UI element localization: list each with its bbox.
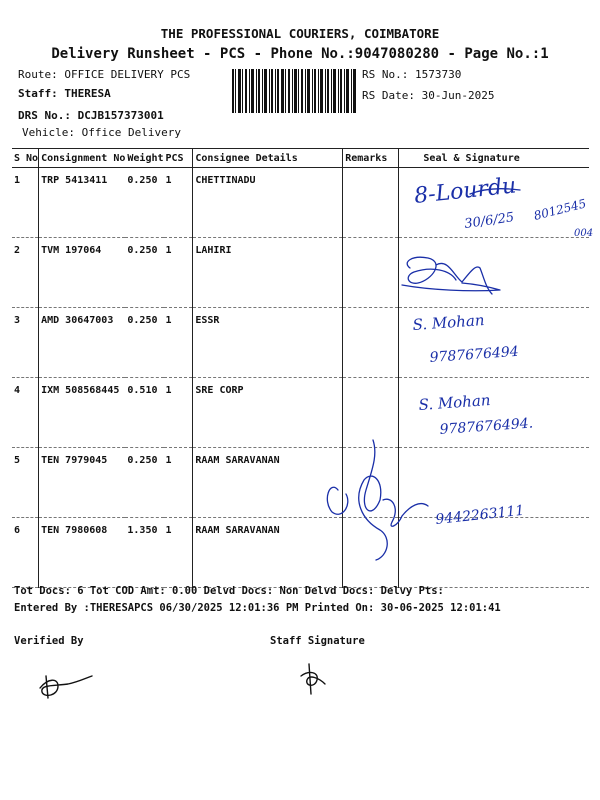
cell-sno: 4 <box>12 378 39 448</box>
rs-date: RS Date: 30-Jun-2025 <box>362 89 495 102</box>
cell-pcs: 1 <box>164 238 193 308</box>
cell-weight: 0.250 <box>125 238 163 308</box>
signature-row3 <box>412 311 519 366</box>
verified-by-label: Verified By <box>14 635 84 647</box>
cell-weight: 0.250 <box>125 308 163 378</box>
route-label: Route: OFFICE DELIVERY PCS <box>18 68 191 81</box>
cell-weight: 1.350 <box>125 518 163 588</box>
signature-row4 <box>418 391 534 438</box>
cell-sno: 6 <box>12 518 39 588</box>
cell-pcs: 1 <box>164 168 193 238</box>
totals-line: Tot Docs: 6 Tot COD Amt: 0.00 Delvd Docs: Non Delvd Docs: Delvy Pts: <box>14 585 444 597</box>
cell-weight: 0.510 <box>125 378 163 448</box>
svg-text:30/6/25: 30/6/25 <box>463 210 516 232</box>
cell-consignee: ESSR <box>193 308 343 378</box>
cell-sno: 1 <box>12 168 39 238</box>
svg-text:9787676494.: 9787676494. <box>439 415 534 438</box>
col-header-consignee: Consignee Details <box>193 149 343 168</box>
cell-weight: 0.250 <box>125 448 163 518</box>
staff-signature-mark <box>295 660 335 700</box>
signature-row5-6 <box>327 440 525 560</box>
cell-consignment: TEN 7979045 <box>39 448 126 518</box>
cell-consignment: TEN 7980608 <box>39 518 126 588</box>
svg-text:9442263111: 9442263111 <box>434 502 526 528</box>
cell-consignee: LAHIRI <box>193 238 343 308</box>
svg-text:S. Mohan: S. Mohan <box>412 311 486 334</box>
cell-sno: 3 <box>12 308 39 378</box>
runsheet-title: Delivery Runsheet - PCS - Phone No.:9047080280 - Page No.:1 <box>51 46 549 62</box>
signature-row2 <box>402 257 500 294</box>
svg-text:004: 004 <box>574 228 594 239</box>
col-header-seal-signature: Seal & Signature <box>399 149 589 168</box>
drs-number: DRS No.: DCJB157373001 <box>18 109 164 122</box>
staff-signature-label: Staff Signature <box>270 635 365 647</box>
col-header-weight: Weight <box>125 149 163 168</box>
cell-sno: 5 <box>12 448 39 518</box>
rs-number: RS No.: 1573730 <box>362 68 462 81</box>
cell-consignment: TVM 197064 <box>39 238 126 308</box>
cell-sno: 2 <box>12 238 39 308</box>
signature-row1 <box>413 173 593 239</box>
col-header-pcs: PCS <box>164 149 193 168</box>
svg-text:S. Mohan: S. Mohan <box>418 391 492 414</box>
cell-consignee: CHETTINADU <box>193 168 343 238</box>
company-name: THE PROFESSIONAL COURIERS, COIMBATORE <box>160 26 440 41</box>
staff-label: Staff: THERESA <box>18 87 111 100</box>
col-header-sno: S No <box>12 149 39 168</box>
verified-by-signature <box>34 668 104 708</box>
cell-consignee: SRE CORP <box>193 378 343 448</box>
cell-pcs: 1 <box>164 308 193 378</box>
col-header-remarks: Remarks <box>343 149 399 168</box>
cell-consignment: AMD 30647003 <box>39 308 126 378</box>
cell-consignee: RAAM SARAVANAN <box>193 518 343 588</box>
cell-consignment: IXM 508568445 <box>39 378 126 448</box>
cell-consignee: RAAM SARAVANAN <box>193 448 343 518</box>
cell-pcs: 1 <box>164 378 193 448</box>
svg-text:8-Lourdu: 8-Lourdu <box>413 173 518 209</box>
cell-pcs: 1 <box>164 518 193 588</box>
cell-pcs: 1 <box>164 448 193 518</box>
vehicle-label: Vehicle: Office Delivery <box>22 126 181 139</box>
col-header-consignment: Consignment No <box>39 149 126 168</box>
cell-consignment: TRP 5413411 <box>39 168 126 238</box>
entered-printed-line: Entered By :THERESAPCS 06/30/2025 12:01:36 PM Printed On: 30-06-2025 12:01:41 <box>14 602 501 614</box>
svg-text:9787676494: 9787676494 <box>429 343 520 366</box>
cell-weight: 0.250 <box>125 168 163 238</box>
svg-text:8012545: 8012545 <box>532 196 588 223</box>
